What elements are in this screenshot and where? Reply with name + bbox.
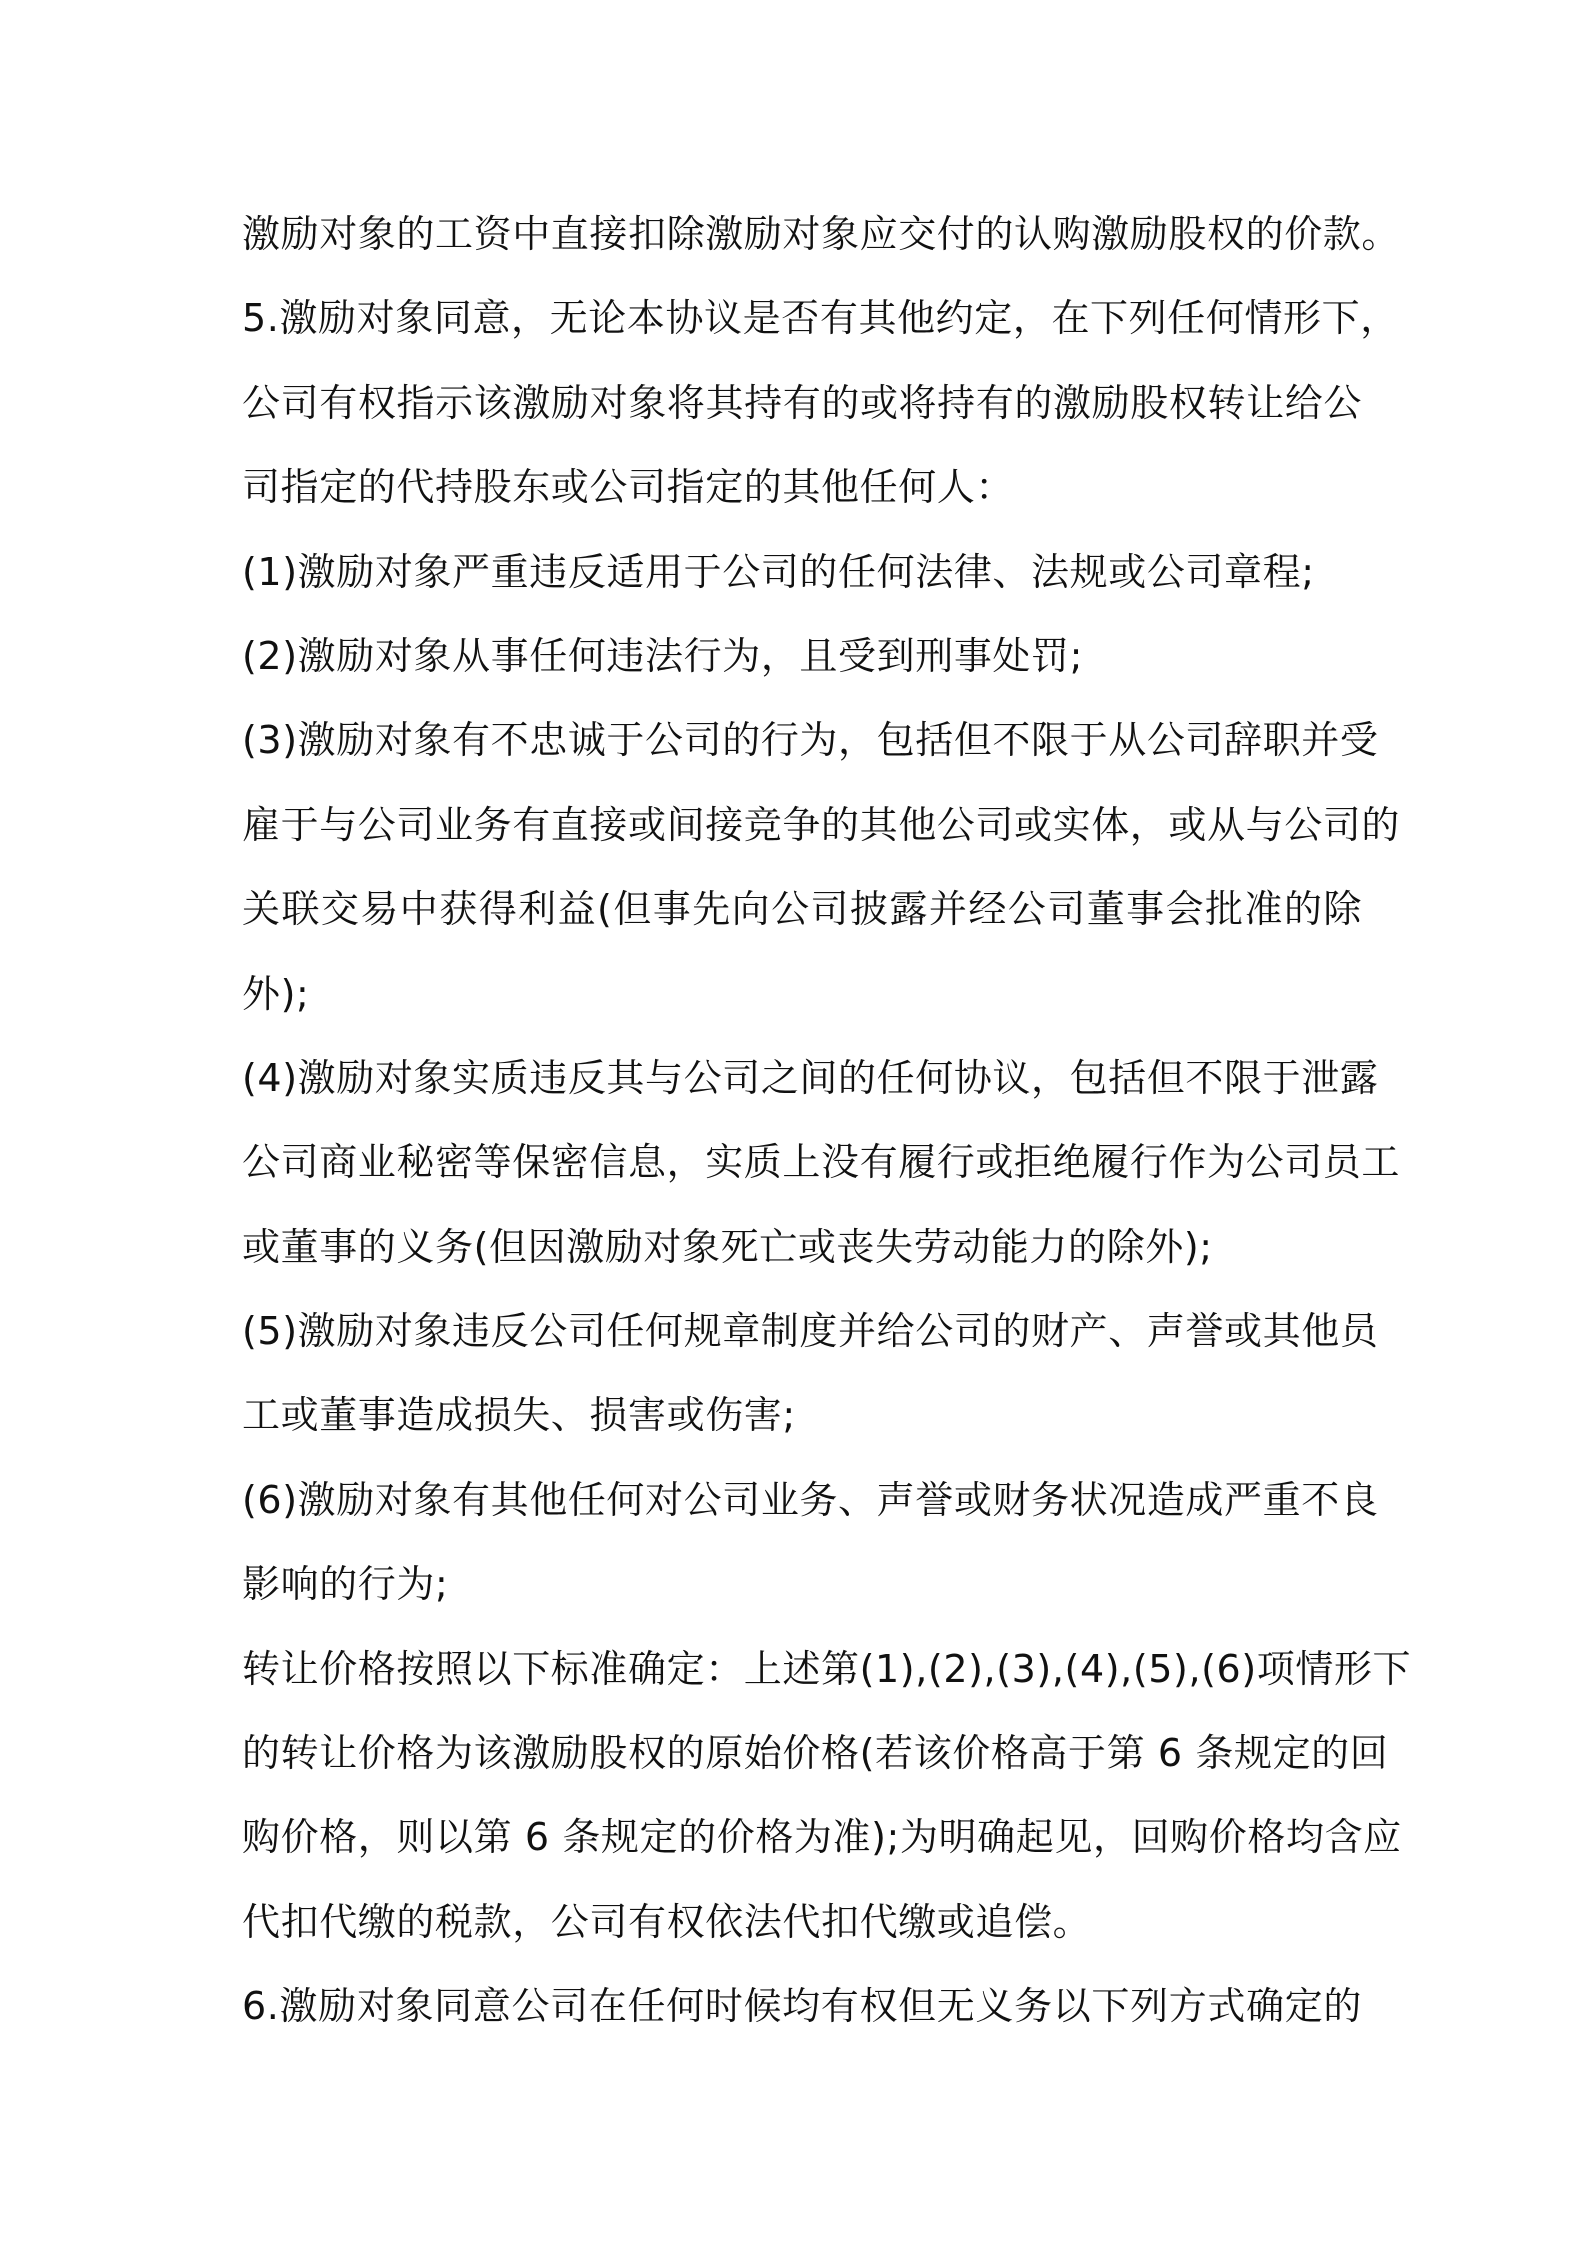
- text-line: (4)激励对象实质违反其与公司之间的任何协议，包括但不限于泄露: [242, 1055, 1379, 1100]
- body-text: [242, 192, 1412, 2049]
- text-line: (2)激励对象从事任何违法行为，且受到刑事处罚;: [242, 633, 1084, 678]
- text-line: 6.激励对象同意公司在任何时候均有权但无义务以下列方式确定的: [242, 1984, 1362, 2029]
- text-line: (5)激励对象违反公司任何规章制度并给公司的财产、声誉或其他员: [242, 1309, 1379, 1354]
- text-line: 关联交易中获得利益(但事先向公司披露并经公司董事会批准的除: [242, 887, 1362, 932]
- text-line: 5.激励对象同意，无论本协议是否有其他约定，在下列任何情形下，: [242, 296, 1399, 341]
- text-line: 公司商业秘密等保密信息，实质上没有履行或拒绝履行作为公司员工: [242, 1140, 1401, 1185]
- text-line: 公司有权指示该激励对象将其持有的或将持有的激励股权转让给公: [242, 380, 1362, 425]
- text-line: 雇于与公司业务有直接或间接竞争的其他公司或实体，或从与公司的: [242, 802, 1401, 847]
- text-line: (1)激励对象严重违反适用于公司的任何法律、法规或公司章程;: [242, 549, 1315, 594]
- text-line: (6)激励对象有其他任何对公司业务、声誉或财务状况造成严重不良: [242, 1477, 1379, 1522]
- text-line: 购价格，则以第 6 条规定的价格为准);为明确起见，回购价格均含应: [242, 1815, 1402, 1860]
- text-line: 影响的行为;: [242, 1562, 449, 1607]
- text-line: 外);: [242, 971, 310, 1016]
- text-line: 代扣代缴的税款，公司有权依法代扣代缴或追偿。: [242, 1899, 1092, 1944]
- text-line: 司指定的代持股东或公司指定的其他任何人：: [242, 465, 1015, 510]
- text-line: 的转让价格为该激励股权的原始价格(若该价格高于第 6 条规定的回: [242, 1731, 1389, 1776]
- text-line: 转让价格按照以下标准确定：上述第(1),(2),(3),(4),(5),(6)项情形下: [242, 1646, 1412, 1691]
- text-line: 或董事的义务(但因激励对象死亡或丧失劳动能力的除外);: [242, 1224, 1213, 1269]
- text-line: 激励对象的工资中直接扣除激励对象应交付的认购激励股权的价款。: [242, 212, 1401, 256]
- text-line: 工或董事造成损失、损害或伤害;: [242, 1393, 796, 1438]
- text-line: (3)激励对象有不忠诚于公司的行为，包括但不限于从公司辞职并受: [242, 718, 1379, 763]
